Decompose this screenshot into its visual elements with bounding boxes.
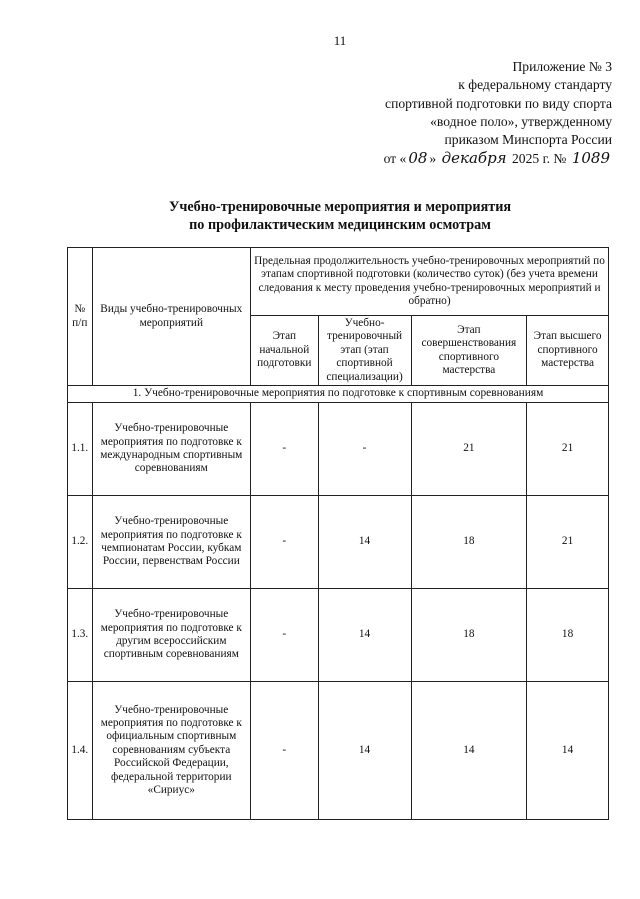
value-stage-initial: - [251,589,318,682]
event-type: Учебно-тренировочные мероприятия по подготовке к чемпионатам России, кубкам России, первенствам России [92,496,251,589]
appendix-line: Приложение № 3 [512,59,612,74]
order-line [312,149,612,168]
section-title: 1. Учебно-тренировочные мероприятия по подготовке к спортивным соревнованиям [68,386,609,403]
header-stage-training: Учебно-тренировочный этап (этап спортивной специализации) [318,316,411,386]
header-type: Виды учебно-тренировочных мероприятий [92,248,251,386]
value-stage-training: - [318,403,411,496]
order-prefix: от « [383,151,407,167]
title-line-1: Учебно-тренировочные мероприятия и мероприятия [168,199,512,215]
value-stage-highest: 21 [527,496,609,589]
table-row [68,589,609,682]
appendix-line: приказом Минспорта России [444,132,612,148]
value-stage-initial: - [251,496,318,589]
value-stage-improvement: 21 [411,403,527,496]
value-stage-improvement: 14 [411,682,527,820]
order-day-handwritten: 08 [408,149,428,168]
appendix-line: спортивной подготовки по виду спорта [385,95,612,111]
value-stage-initial: - [251,403,318,496]
value-stage-improvement: 18 [411,589,527,682]
appendix-line: к федеральному стандарту [458,77,612,93]
value-stage-training: 14 [318,589,411,682]
title-line-2: по профилактическим медицинским осмотрам [189,217,491,233]
event-type: Учебно-тренировочные мероприятия по подготовке к официальным спортивным соревнованиям субъекта Российской Федерации, федеральной территории «Сириус» [92,682,251,820]
event-type: Учебно-тренировочные мероприятия по подготовке к международным спортивным соревнованиям [92,403,251,496]
section-row [68,386,609,403]
value-stage-highest: 21 [527,403,609,496]
value-stage-improvement: 18 [411,496,527,589]
header-stage-highest: Этап высшего спортивного мастерства [527,316,609,386]
order-month-handwritten: декабря [441,149,507,168]
event-type: Учебно-тренировочные мероприятия по подготовке к другим всероссийским спортивным соревнованиям [92,589,251,682]
table-row [68,682,609,820]
value-stage-highest: 18 [527,589,609,682]
order-number-handwritten: 1089 [571,149,610,168]
header-stage-initial: Этап начальной подготовки [251,316,318,386]
header-stage-improvement: Этап совершенствования спортивного мастерства [411,316,527,386]
document-title [0,198,640,234]
row-number: 1.3. [68,589,93,682]
order-mid: » [429,151,440,167]
header-duration-group: Предельная продолжительность учебно-тренировочных мероприятий по этапам спортивной подготовки (количество суток) (без учета времени следования к месту проведения учебно-тренировочных мероприятий и обратно) [251,248,609,316]
appendix-line: «водное поло», утвержденному [430,113,612,129]
value-stage-initial: - [251,682,318,820]
order-year: 2025 г. № [508,151,570,167]
row-number: 1.2. [68,496,93,589]
events-table [67,247,609,820]
row-number: 1.4. [68,682,93,820]
row-number: 1.1. [68,403,93,496]
header-row [68,248,609,316]
appendix-block [312,58,612,169]
page-number: 11 [333,33,347,48]
header-num: № п/п [68,248,93,386]
table-row [68,496,609,589]
value-stage-highest: 14 [527,682,609,820]
value-stage-training: 14 [318,682,411,820]
table-row [68,403,609,496]
value-stage-training: 14 [318,496,411,589]
